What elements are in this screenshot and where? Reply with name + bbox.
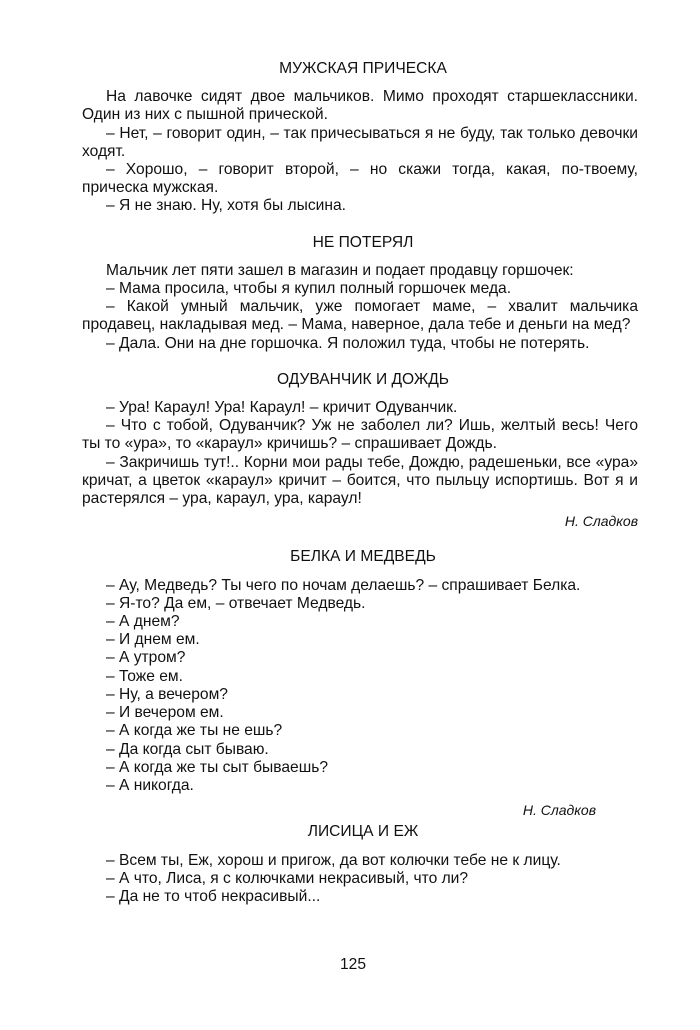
story-title: БЕЛКА И МЕДВЕДЬ	[290, 548, 436, 566]
paragraph: – Что с тобой, Одуванчик? Уж не заболел ли? Ишь, желтый весь! Чего ты то «ура», то «караул» кричишь? – спрашивает Дождь.	[82, 417, 638, 453]
story-title: ОДУВАНЧИК И ДОЖДЬ	[276, 370, 450, 388]
paragraph: – Мама просила, чтобы я купил полный горшочек меда.	[106, 280, 512, 298]
dialogue-line: – А когда же ты не ешь?	[106, 722, 283, 740]
dialogue-line: – А никогда.	[106, 776, 194, 794]
dialogue-line: – Ну, а вечером?	[106, 685, 228, 703]
paragraph: – Я не знаю. Ну, хотя бы лысина.	[106, 197, 346, 215]
paragraph: – Какой умный мальчик, уже помогает маме, – хвалит мальчика продавец, накладывая мед. – Мама, наверное, дала тебе и деньги на мед?	[82, 298, 638, 334]
dialogue-line: – Да не то чтоб некрасивый...	[106, 887, 321, 905]
story-oduvanchik-i-dozhd	[82, 371, 638, 531]
story-title: НЕ ПОТЕРЯЛ	[312, 233, 414, 251]
dialogue-line: – Ау, Медведь? Ты чего по ночам делаешь? – спрашивает Белка.	[106, 576, 581, 594]
dialogue-line: – А днем?	[106, 613, 180, 631]
dialogue-line: – А когда же ты сыт бываешь?	[106, 758, 328, 776]
page-number: 125	[339, 956, 367, 973]
dialogue-line: – А что, Лиса, я с колючками некрасивый, что ли?	[106, 869, 469, 887]
paragraph: – Хорошо, – говорит второй, – но скажи тогда, какая, по-твоему, прическа мужская.	[82, 161, 638, 197]
dialogue-line: – И вечером ем.	[106, 704, 224, 722]
paragraph: – Дала. Они на дне горшочка. Я положил туда, чтобы не потерять.	[106, 334, 590, 352]
dialogue-line: – Всем ты, Еж, хорош и пригож, да вот колючки тебе не к лицу.	[106, 851, 561, 869]
story-lisitsa-i-ezh	[82, 823, 638, 906]
story-author: Н. Сладков	[564, 513, 638, 530]
paragraph: – Нет, – говорит один, – так причесываться я не буду, так только девочки ходят.	[82, 124, 638, 160]
story-title: ЛИСИЦА И ЕЖ	[307, 823, 419, 841]
story-ne-poteryal	[82, 234, 638, 353]
dialogue-line: – Да когда сыт бываю.	[106, 740, 269, 758]
paragraph: – Ура! Караул! Ура! Караул! – кричит Одуванчик.	[106, 399, 458, 417]
dialogue-line: – И днем ем.	[106, 631, 200, 649]
story-author: Н. Сладков	[522, 802, 596, 819]
dialogue-line: – Тоже ем.	[106, 667, 183, 685]
story-muzhskaya-pricheska	[82, 60, 638, 216]
story-belka-i-medved	[82, 548, 638, 819]
dialogue-line: – Я-то? Да ем, – отвечает Медведь.	[106, 594, 366, 612]
story-title: МУЖСКАЯ ПРИЧЕСКА	[279, 60, 447, 77]
paragraph: На лавочке сидят двое мальчиков. Мимо проходят старшеклассники. Один из них с пышной прической.	[82, 88, 638, 124]
paragraph: – Закричишь тут!.. Корни мои рады тебе, Дождю, радешеньки, все «ура» кричат, а цветок «караул» кричит – боится, что пыльцу испортишь. Вот я и растерялся – ура, караул, ура, караул!	[82, 453, 638, 508]
dialogue-line: – А утром?	[106, 649, 186, 667]
paragraph: Мальчик лет пяти зашел в магазин и подает продавцу горшочек:	[106, 261, 574, 279]
